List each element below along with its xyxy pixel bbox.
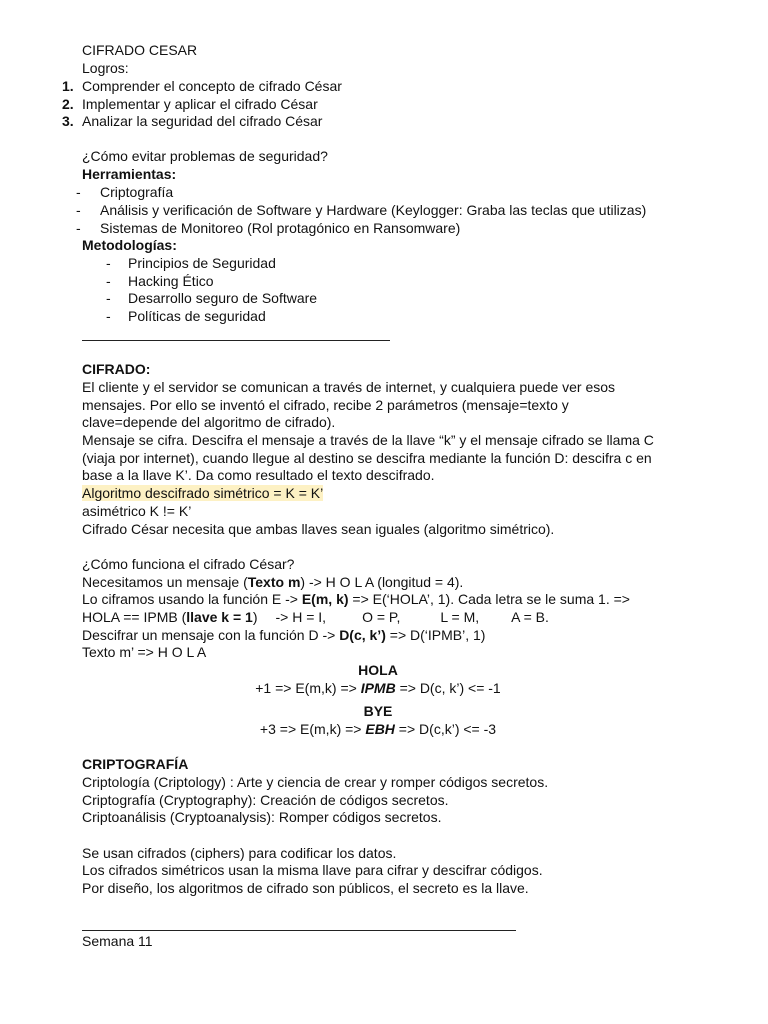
method-item: Políticas de seguridad (128, 308, 266, 324)
bullet-dash: - (106, 273, 111, 289)
example-title: HOLA (358, 662, 398, 678)
cripto-line: Por diseño, los algoritmos de cifrado son públicos, el secreto es la llave. (82, 880, 529, 896)
cripto-heading: CRIPTOGRAFÍA (82, 756, 189, 772)
method-item: Desarrollo seguro de Software (128, 290, 318, 306)
tool-item: Criptografía (100, 184, 174, 200)
section-divider (82, 340, 390, 341)
week-label: Semana 11 (82, 933, 153, 949)
how-line: HOLA == IPMB (llave k = 1) -> H = I, O = P, L = M, A = B. (82, 609, 549, 625)
cripto-line: Criptoanálisis (Cryptoanalysis): Romper códigos secretos. (82, 809, 442, 825)
example-line: +3 => E(m,k) => EBH => D(c,k’) <= -3 (259, 721, 497, 737)
cripto-line: Criptografía (Cryptography): Creación de códigos secretos. (82, 792, 449, 808)
logros-label: Logros: (82, 60, 129, 76)
method-item: Hacking Ético (128, 273, 214, 289)
paragraph-line: clave=depende del algoritmo de cifrado). (82, 414, 336, 430)
cifrado-heading: CIFRADO: (82, 361, 151, 377)
paragraph-line: El cliente y el servidor se comunican a través de internet, y cualquiera puede ver esos (82, 379, 616, 395)
caesar-note: Cifrado César necesita que ambas llaves sean iguales (algoritmo simétrico). (82, 521, 555, 537)
highlighted-text: Algoritmo descifrado simétrico = K = K’ (82, 485, 324, 501)
how-line: Lo ciframos usando la función E -> E(m, k) => E(‘HOLA’, 1). Cada letra se le suma 1. => (82, 591, 630, 607)
how-line: Necesitamos un mensaje (Texto m) -> H O L A (longitud = 4). (82, 574, 464, 590)
logro-number: 3. (62, 113, 74, 129)
bullet-dash: - (76, 184, 81, 200)
document-title: CIFRADO CESAR (82, 42, 198, 58)
bullet-dash: - (76, 202, 81, 218)
how-line: Texto m’ => H O L A (82, 644, 207, 660)
paragraph-line: mensajes. Por ello se inventó el cifrado, recibe 2 parámetros (mensaje=texto y (82, 397, 569, 413)
bullet-dash: - (76, 220, 81, 236)
tools-heading: Herramientas: (82, 166, 177, 182)
asymmetric-line: asimétrico K != K’ (82, 503, 192, 519)
security-question: ¿Cómo evitar problemas de seguridad? (82, 148, 328, 164)
paragraph-line: Mensaje se cifra. Descifra el mensaje a través de la llave “k” y el mensaje cifrado se llama C (82, 432, 654, 448)
method-item: Principios de Seguridad (128, 255, 276, 271)
section-divider (82, 930, 516, 931)
logro-item: Implementar y aplicar el cifrado César (82, 96, 318, 112)
bullet-dash: - (106, 308, 111, 324)
example-title: BYE (363, 703, 393, 719)
cripto-line: Criptología (Criptology) : Arte y ciencia de crear y romper códigos secretos. (82, 774, 549, 790)
example-line: +1 => E(m,k) => IPMB => D(c, k’) <= -1 (255, 680, 501, 696)
cripto-line: Se usan cifrados (ciphers) para codificar los datos. (82, 845, 397, 861)
how-question: ¿Cómo funciona el cifrado César? (82, 556, 295, 572)
methods-heading: Metodologías: (82, 237, 177, 253)
paragraph-line: (viaja por internet), cuando llegue al destino se descifra mediante la función D: descifra c en (82, 450, 652, 466)
bullet-dash: - (106, 255, 111, 271)
logro-number: 1. (62, 78, 74, 94)
how-line: Descifrar un mensaje con la función D -> D(c, k’) => D(‘IPMB’, 1) (82, 627, 486, 643)
bullet-dash: - (106, 290, 111, 306)
tool-item: Sistemas de Monitoreo (Rol protagónico en Ransomware) (100, 220, 461, 236)
symmetric-line (82, 485, 323, 503)
logro-number: 2. (62, 96, 74, 112)
cripto-line: Los cifrados simétricos usan la misma llave para cifrar y descifrar códigos. (82, 862, 543, 878)
tool-item: Análisis y verificación de Software y Hardware (Keylogger: Graba las teclas que utilizas) (100, 202, 647, 218)
logro-item: Comprender el concepto de cifrado César (82, 78, 342, 94)
logro-item: Analizar la seguridad del cifrado César (82, 113, 323, 129)
paragraph-line: base a la llave K’. Da como resultado el texto descifrado. (82, 467, 435, 483)
